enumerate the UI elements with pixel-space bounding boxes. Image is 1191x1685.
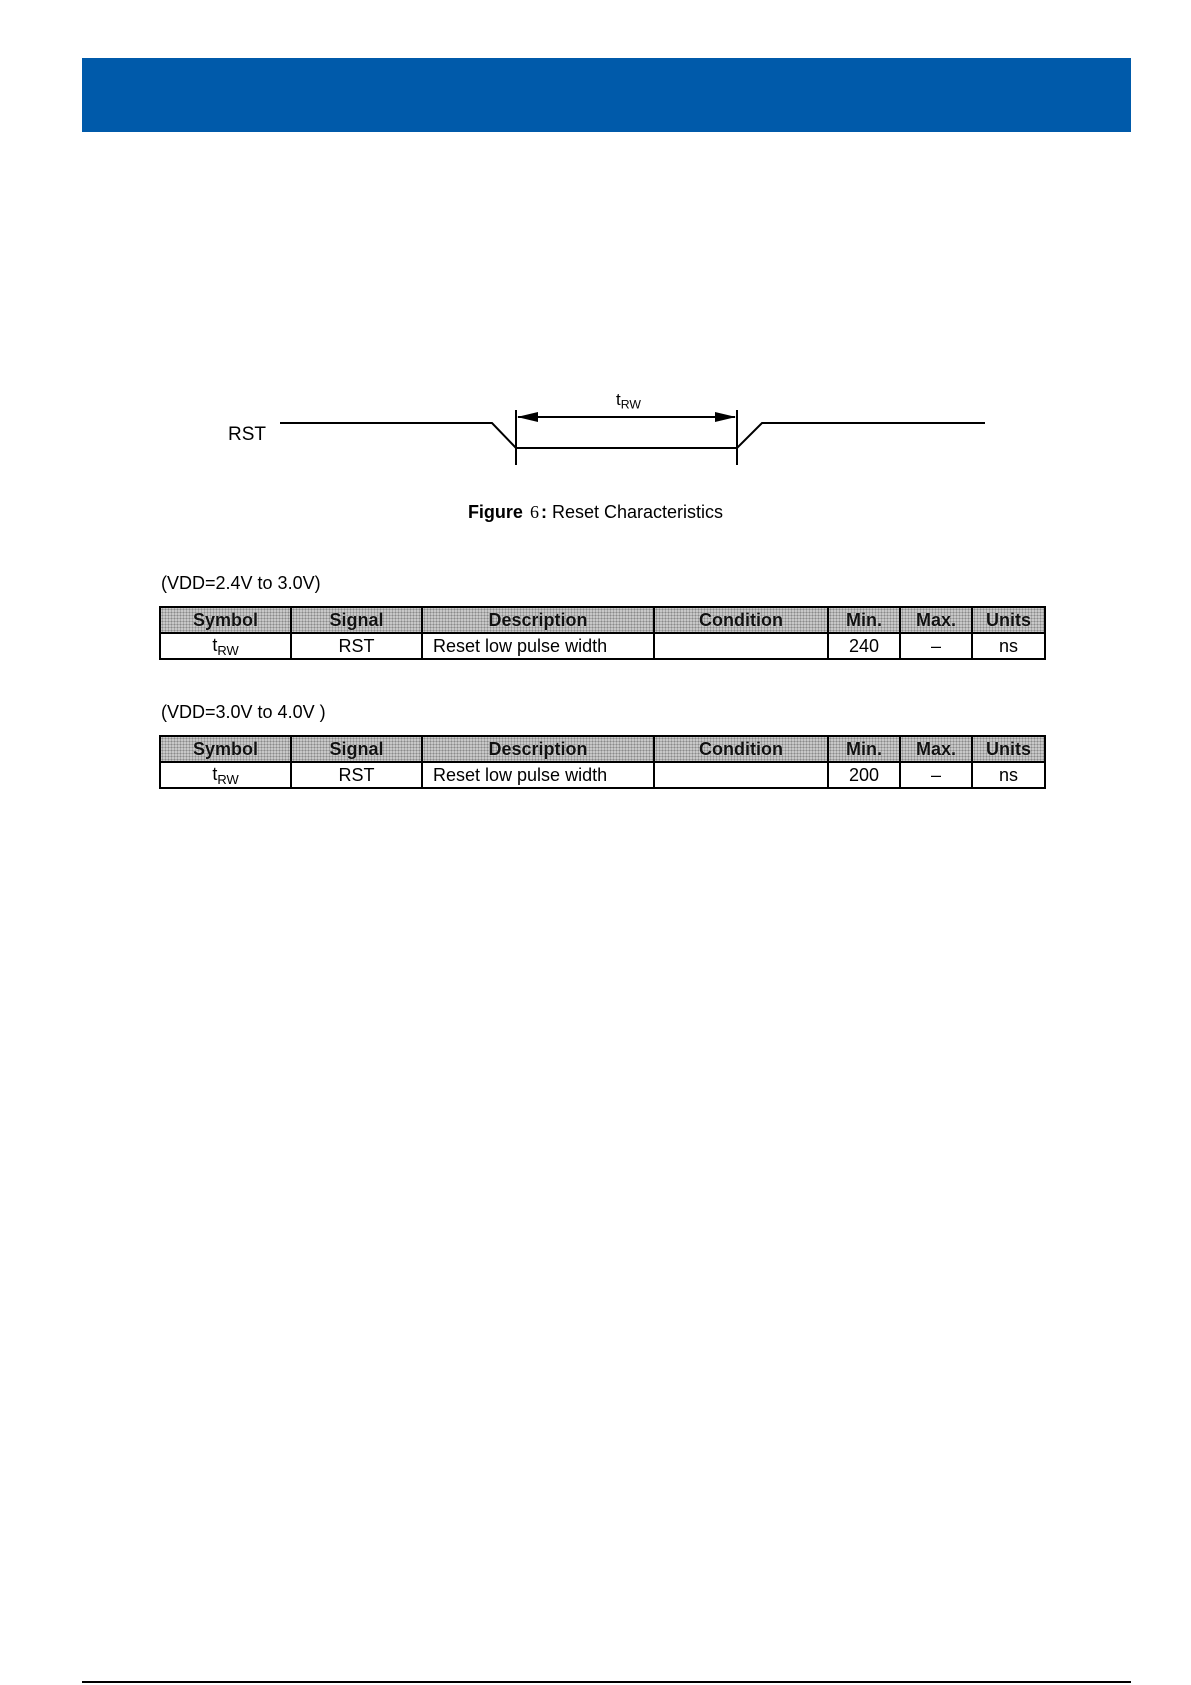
figure-title: Reset Characteristics (551, 502, 724, 522)
cell-min: 240 (828, 633, 900, 659)
cell-max: – (900, 633, 972, 659)
footer-rule (82, 1681, 1131, 1683)
table-row (160, 633, 1045, 659)
header-units: Units (972, 607, 1045, 633)
header-symbol: Symbol (160, 736, 291, 762)
cell-description: Reset low pulse width (422, 762, 654, 788)
cell-signal: RST (291, 762, 422, 788)
header-condition: Condition (654, 607, 828, 633)
width-arrow-right-head (715, 412, 736, 422)
signal-label-rst: RST (228, 424, 266, 445)
header-condition: Condition (654, 736, 828, 762)
reset-timing-diagram (200, 380, 1020, 480)
header-description: Description (422, 736, 654, 762)
cell-description: Reset low pulse width (422, 633, 654, 659)
figure-number: 6 (529, 502, 539, 522)
reset-spec-table-2 (159, 735, 1046, 789)
cell-condition (654, 762, 828, 788)
cell-max: – (900, 762, 972, 788)
header-units: Units (972, 736, 1045, 762)
cell-signal: RST (291, 633, 422, 659)
cell-units: ns (972, 633, 1045, 659)
cell-units: ns (972, 762, 1045, 788)
header-min: Min. (828, 607, 900, 633)
table-2-condition: (VDD=3.0V to 4.0V ) (161, 702, 326, 722)
table-row (160, 762, 1045, 788)
cell-symbol: $t_{RW}$ (160, 633, 291, 659)
figure-word: Figure (467, 502, 523, 522)
figure-separator: : (540, 502, 547, 522)
pulse-width-label: $t_{RW}$ (616, 390, 641, 412)
cell-condition (654, 633, 828, 659)
header-description: Description (422, 607, 654, 633)
table-header-row (160, 607, 1045, 633)
header-max: Max. (900, 736, 972, 762)
header-symbol: Symbol (160, 607, 291, 633)
width-arrow-left-head (517, 412, 538, 422)
table-header-row (160, 736, 1045, 762)
table-1-condition: (VDD=2.4V to 3.0V) (161, 573, 321, 593)
rst-waveform (280, 423, 985, 448)
header-min: Min. (828, 736, 900, 762)
header-banner (82, 58, 1131, 132)
header-signal: Signal (291, 607, 422, 633)
header-signal: Signal (291, 736, 422, 762)
cell-symbol: $t_{RW}$ (160, 762, 291, 788)
cell-min: 200 (828, 762, 900, 788)
figure-caption (0, 502, 1191, 523)
header-max: Max. (900, 607, 972, 633)
reset-spec-table-1 (159, 606, 1046, 660)
